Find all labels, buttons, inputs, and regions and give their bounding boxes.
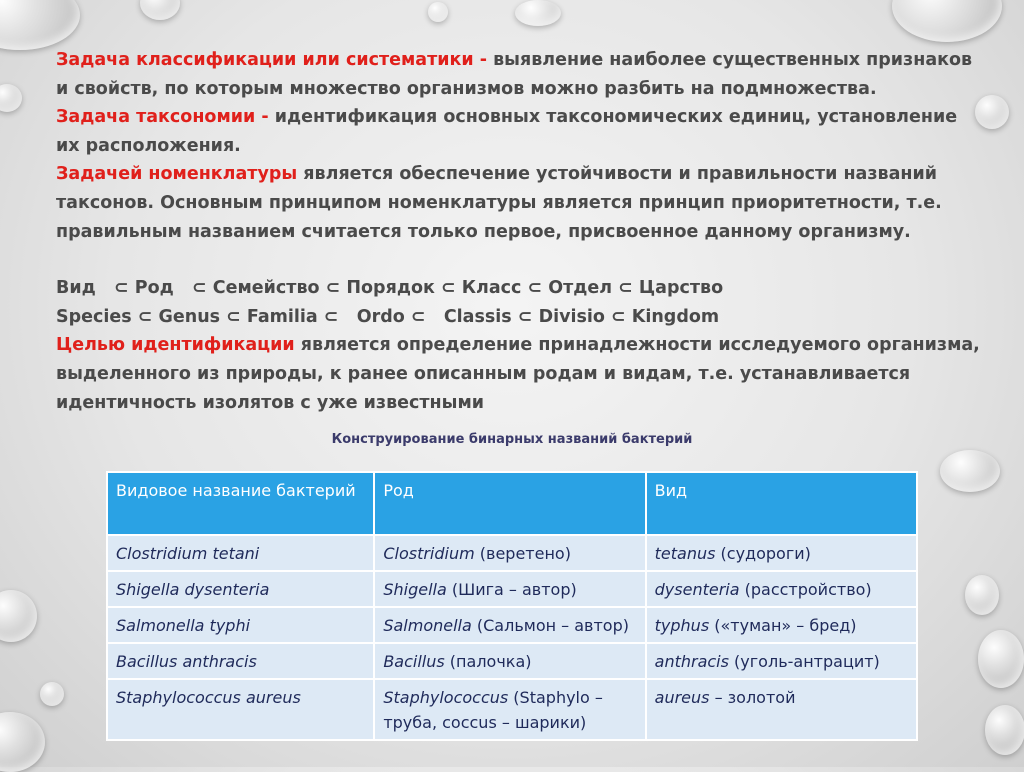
water-drop-decoration (0, 84, 22, 112)
cell-genus: Staphylococcus (Staphylo – труба, coccus – шарики) (374, 679, 645, 740)
cell-species-name: Staphylococcus aureus (107, 679, 374, 740)
bacteria-names-table (106, 471, 918, 741)
water-drop-decoration (985, 705, 1024, 755)
term-classification: Задача классификации или систематики - (56, 50, 487, 70)
cell-genus: Bacillus (палочка) (374, 643, 645, 679)
water-drop-decoration (0, 590, 37, 642)
table-row (107, 571, 917, 607)
water-drop-decoration (515, 0, 561, 26)
term-taxonomy: Задача таксономии - (56, 107, 269, 128)
table-caption: Конструирование бинарных названий бактерий (331, 432, 693, 447)
paragraph-identification: Целью идентификации является определение принадлежности исследуемого организма, выделенного из природы, к ранее описанным родам и видам, т.е. устанавливается идентичность изолятов с уже известными (56, 335, 980, 413)
cell-species: tetanus (судороги) (646, 535, 917, 571)
cell-species: anthracis (уголь-антрацит) (646, 643, 917, 679)
header-species: Вид (646, 472, 917, 535)
header-species-name: Видовое название бактерий (107, 472, 374, 535)
hierarchy-latin: Species ⊂ Genus ⊂ Familia ⊂ Ordo ⊂ Classis ⊂ Divisio ⊂ Kingdom (56, 306, 720, 327)
water-drop-decoration (978, 630, 1024, 688)
water-drop-decoration (0, 0, 80, 50)
cell-species: dysenteria (расстройство) (646, 571, 917, 607)
water-drop-decoration (940, 450, 1000, 492)
cell-species-name: Bacillus anthracis (107, 643, 374, 679)
paragraph-nomenclature: Задачей номенклатуры является обеспечение устойчивости и правильности названий таксонов. Основным принципом номенклатуры является принцип приоритетности, т.е. правильным названием считается только первое, присвоенное данному организму. (56, 164, 942, 242)
hierarchy-russian: Вид ⊂ Род ⊂ Семейство ⊂ Порядок ⊂ Класс ⊂ Отдел ⊂ Царство (56, 278, 724, 299)
cell-species: typhus («туман» – бред) (646, 607, 917, 643)
water-drop-decoration (965, 575, 999, 615)
paragraph-classification: Задача классификации или систематики - выявление наиболее существенных признаков и свойств, по которым множество организмов можно разбить на подмножества. (56, 50, 973, 99)
cell-species-name: Salmonella typhi (107, 607, 374, 643)
cell-genus: Clostridium (веретено) (374, 535, 645, 571)
table-row (107, 607, 917, 643)
water-drop-decoration (40, 682, 64, 706)
cell-species-name: Clostridium tetani (107, 535, 374, 571)
table-row (107, 535, 917, 571)
table-header-row (107, 472, 917, 535)
water-drop-decoration (0, 712, 45, 772)
water-drop-decoration (140, 0, 180, 20)
table-row (107, 643, 917, 679)
water-drop-decoration (428, 2, 448, 22)
term-nomenclature: Задачей номенклатуры (56, 164, 298, 185)
water-drop-decoration (892, 0, 1002, 42)
cell-genus: Salmonella (Сальмон – автор) (374, 607, 645, 643)
header-genus: Род (374, 472, 645, 535)
term-identification: Целью идентификации (56, 335, 295, 356)
table-row (107, 679, 917, 740)
cell-species-name: Shigella dysenteria (107, 571, 374, 607)
cell-genus: Shigella (Шига – автор) (374, 571, 645, 607)
paragraph-taxonomy: Задача таксономии - идентификация основных таксономических единиц, установление их расположения. (56, 107, 958, 156)
cell-species: aureus – золотой (646, 679, 917, 740)
slide-text (56, 46, 986, 417)
